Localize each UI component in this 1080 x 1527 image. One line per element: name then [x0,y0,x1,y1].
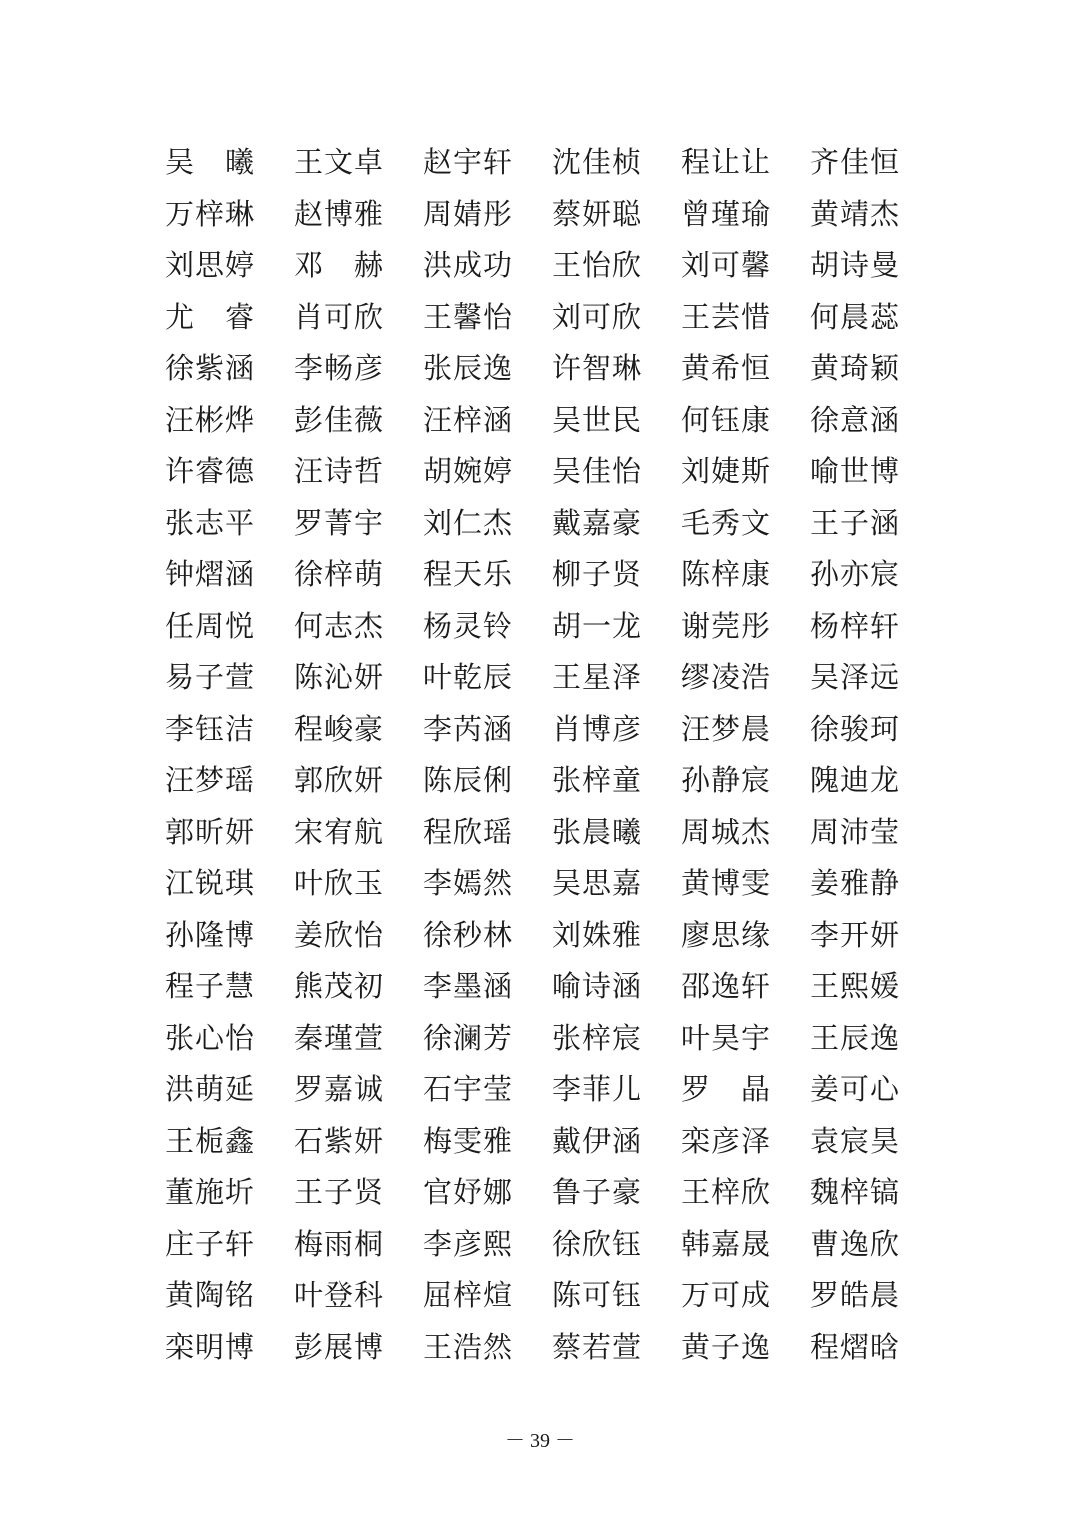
name-entry: 石宇莹 [423,1072,514,1106]
name-entry: 戴嘉豪 [552,505,643,540]
name-entry: 李开妍 [810,917,901,952]
name-entry: 胡诗曼 [810,248,901,282]
name-entry: 徐欣钰 [552,1226,643,1261]
name-entry: 程天乐 [423,557,514,591]
name-entry: 吴泽远 [810,660,901,694]
name-entry: 洪萌延 [165,1072,256,1106]
name-entry: 戴伊涵 [552,1123,643,1158]
name-entry: 喻世博 [810,454,901,488]
name-entry: 王怡欣 [552,248,643,282]
name-entry: 孙静宸 [681,763,772,797]
name-entry: 姜欣怡 [294,917,385,952]
name-entry: 彭展博 [294,1329,385,1364]
name-entry: 吴世民 [552,402,643,437]
name-entry: 黄琦颖 [810,351,901,385]
name-entry: 徐秒林 [423,917,514,952]
name-entry: 宋宥航 [294,814,385,849]
page-number: － 39 － [505,1430,575,1452]
name-entry: 王文卓 [294,145,385,179]
name-entry: 陈辰俐 [423,763,514,797]
name-entry: 姜可心 [810,1072,901,1106]
name-entry: 程子慧 [165,969,256,1003]
name-entry: 屈梓煊 [423,1278,514,1312]
name-entry: 谢莞彤 [681,608,772,643]
name-entry: 赵宇轩 [423,145,514,179]
name-entry: 易子萱 [165,660,256,694]
name-entry: 徐意涵 [810,402,901,437]
name-entry: 邓 赫 [294,248,385,282]
name-entry: 罗皓晨 [810,1278,901,1312]
name-entry: 张晨曦 [552,814,643,849]
name-entry: 韩嘉晟 [681,1226,772,1261]
name-entry: 陈可钰 [552,1278,643,1312]
name-entry: 王熙媛 [810,969,901,1003]
name-entry: 姜雅静 [810,866,901,900]
name-entry: 刘仁杰 [423,505,514,540]
name-entry: 李畅彦 [294,351,385,385]
name-entry: 钟熠涵 [165,557,256,591]
name-entry: 王梓欣 [681,1175,772,1209]
name-entry: 杨灵铃 [423,608,514,643]
name-entry: 肖可欣 [294,299,385,334]
name-entry: 叶登科 [294,1278,385,1312]
name-entry: 鲁子豪 [552,1175,643,1209]
name-entry: 张梓宸 [552,1020,643,1055]
name-entry: 栾彦泽 [681,1123,772,1158]
name-entry: 吴佳怡 [552,454,643,488]
name-entry: 周城杰 [681,814,772,849]
name-entry: 郭欣妍 [294,763,385,797]
name-entry: 刘可欣 [552,299,643,334]
name-entry: 柳子贤 [552,557,643,591]
name-entry: 吴 曦 [165,145,256,179]
name-entry: 许睿德 [165,454,256,488]
name-entry: 李钰洁 [165,711,256,746]
name-entry: 官妤娜 [423,1175,514,1209]
name-entry: 吴思嘉 [552,866,643,900]
name-entry: 黄靖杰 [810,196,901,231]
name-entry: 江锐琪 [165,866,256,900]
name-entry: 李墨涵 [423,969,514,1003]
name-entry: 王星泽 [552,660,643,694]
name-entry: 熊茂初 [294,969,385,1003]
name-entry: 汪梦晨 [681,711,772,746]
name-entry: 万可成 [681,1278,772,1312]
name-entry: 万梓琳 [165,196,256,231]
name-entry: 洪成功 [423,248,514,282]
name-entry: 陈梓康 [681,557,772,591]
name-entry: 蔡妍聪 [552,196,643,231]
name-entry: 缪凌浩 [681,660,772,694]
name-entry: 程欣瑶 [423,814,514,849]
name-entry: 程熠晗 [810,1329,901,1364]
name-entry: 廖思缘 [681,917,772,952]
name-entry: 程峻豪 [294,711,385,746]
name-entry: 王馨怡 [423,299,514,334]
name-entry: 汪诗哲 [294,454,385,488]
name-entry: 张志平 [165,505,256,540]
name-entry: 刘思婷 [165,248,256,282]
name-entry: 王芸惜 [681,299,772,334]
name-entry: 徐骏珂 [810,711,901,746]
name-entry: 袁宸昊 [810,1123,901,1158]
name-entry: 王辰逸 [810,1020,901,1055]
name-entry: 彭佳薇 [294,402,385,437]
name-entry: 魏梓镐 [810,1175,901,1209]
name-entry: 赵博雅 [294,196,385,231]
name-entry: 秦瑾萱 [294,1020,385,1055]
name-entry: 罗 晶 [681,1072,772,1106]
name-entry: 王子涵 [810,505,901,540]
name-entry: 汪彬烨 [165,402,256,437]
name-entry: 周沛莹 [810,814,901,849]
name-entry: 孙亦宸 [810,557,901,591]
name-entry: 曹逸欣 [810,1226,901,1261]
name-entry: 何钰康 [681,402,772,437]
name-entry: 杨梓轩 [810,608,901,643]
name-entry: 汪梓涵 [423,402,514,437]
name-entry: 叶乾辰 [423,660,514,694]
name-entry: 李彦熙 [423,1226,514,1261]
name-entry: 黄陶铭 [165,1278,256,1312]
name-entry: 何晨蕊 [810,299,901,334]
name-entry: 黄子逸 [681,1329,772,1364]
name-entry: 徐澜芳 [423,1020,514,1055]
name-entry: 曾瑾瑜 [681,196,772,231]
name-entry: 张辰逸 [423,351,514,385]
name-entry: 王浩然 [423,1329,514,1364]
name-entry: 徐紫涵 [165,351,256,385]
name-entry: 刘婕斯 [681,454,772,488]
name-entry: 胡一龙 [552,608,643,643]
name-entry: 喻诗涵 [552,969,643,1003]
name-entry: 尤 睿 [165,299,256,334]
name-entry: 任周悦 [165,608,256,643]
name-entry: 齐佳恒 [810,145,901,179]
name-entry: 刘姝雅 [552,917,643,952]
name-entry: 张梓童 [552,763,643,797]
name-entry: 蔡若萱 [552,1329,643,1364]
name-entry: 董施圻 [165,1175,256,1209]
name-entry: 石紫妍 [294,1123,385,1158]
name-entry: 孙隆博 [165,917,256,952]
name-entry: 汪梦瑶 [165,763,256,797]
name-entry: 黄希恒 [681,351,772,385]
name-entry: 毛秀文 [681,505,772,540]
name-entry: 陈沁妍 [294,660,385,694]
name-entry: 郭昕妍 [165,814,256,849]
name-entry: 张心怡 [165,1020,256,1055]
name-entry: 梅雨桐 [294,1226,385,1261]
name-entry: 庄子轩 [165,1226,256,1261]
name-entry: 罗嘉诚 [294,1072,385,1106]
name-entry: 李嫣然 [423,866,514,900]
name-entry: 程让让 [681,145,772,179]
name-entry: 隗迪龙 [810,763,901,797]
name-entry: 叶欣玉 [294,866,385,900]
name-list-grid [165,137,925,1373]
name-entry: 李芮涵 [423,711,514,746]
name-entry: 梅雯雅 [423,1123,514,1158]
name-entry: 周婧彤 [423,196,514,231]
name-entry: 刘可馨 [681,248,772,282]
name-entry: 叶昊宇 [681,1020,772,1055]
name-entry: 栾明博 [165,1329,256,1364]
name-entry: 何志杰 [294,608,385,643]
name-entry: 肖博彦 [552,711,643,746]
name-entry: 许智琳 [552,351,643,385]
name-entry: 胡婉婷 [423,454,514,488]
name-entry: 王栀鑫 [165,1123,256,1158]
name-entry: 黄博雯 [681,866,772,900]
name-entry: 李菲儿 [552,1072,643,1106]
name-entry: 罗菁宇 [294,505,385,540]
name-entry: 邵逸轩 [681,969,772,1003]
name-entry: 徐梓萌 [294,557,385,591]
name-entry: 沈佳桢 [552,145,643,179]
name-entry: 王子贤 [294,1175,385,1209]
